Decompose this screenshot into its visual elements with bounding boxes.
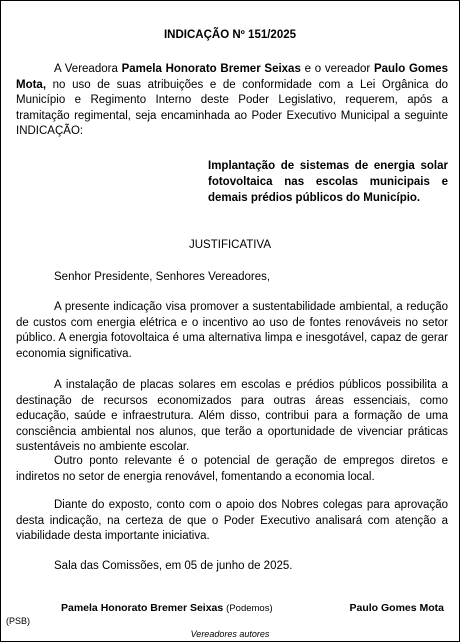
- intro-text-2: e o vereador: [300, 63, 374, 75]
- signer-2-party: (PSB): [6, 616, 31, 626]
- signer-1-party: (Podemos): [226, 603, 273, 614]
- document-title: INDICAÇÃO Nº 151/2025: [163, 29, 297, 41]
- councilor-name-1: Pamela Honorato Bremer Seixas: [121, 63, 301, 75]
- intro-text-1: A Vereadora: [54, 63, 122, 75]
- authors-caption: Vereadores autores: [190, 629, 270, 639]
- intro-text-3: no uso de suas atribuições e de conformidade com a Lei Orgânica do Município e Regimento Interno deste Poder Legislativo, requerem, após a tramitação regimental, seja encaminhada ao Poder Executivo Municipal a seguinte INDICAÇÃO:: [16, 78, 448, 137]
- signer-2-name: Paulo Gomes Mota: [349, 602, 444, 614]
- signer-1: [61, 602, 273, 614]
- indication-subject: Implantação de sistemas de energia solar fotovoltaica nas escolas municipais e demais prédios públicos do Município.: [208, 160, 448, 204]
- justification-heading: JUSTIFICATIVA: [189, 239, 271, 251]
- justification-paragraph-2: A instalação de placas solares em escolas e prédios públicos possibilita a destinação de recursos economizados para outras áreas essenciais, como educação, saúde e infraestrutura. Além disso, contribui para a formação de uma consciência ambiental nos alunos, que terão a oportunidade de vivenciar práticas sustentáveis no ambiente escolar.: [16, 379, 448, 453]
- councilor-name-2: Paulo Gomes Mota,: [16, 63, 448, 91]
- salutation: Senhor Presidente, Senhores Vereadores,: [54, 271, 271, 283]
- justification-paragraph-1: A presente indicação visa promover a sustentabilidade ambiental, a redução de custos com energia elétrica e o incentivo ao uso de fontes renováveis no setor público. A energia fotovoltaica é uma alternativa limpa e inesgotável, capaz de gerar economia significativa.: [16, 301, 448, 360]
- justification-paragraph-4: Diante do exposto, conto com o apoio dos Nobres colegas para aprovação desta indicação, na certeza de que o Poder Executivo analisará com atenção a viabilidade desta importante iniciativa.: [16, 499, 448, 542]
- closing-line: Sala das Comissões, em 05 de junho de 2025.: [54, 560, 293, 572]
- intro-paragraph: [16, 62, 448, 140]
- signer-1-name: Pamela Honorato Bremer Seixas: [61, 602, 224, 614]
- justification-paragraph-3: Outro ponto relevante é o potencial de geração de empregos diretos e indiretos no setor de energia renovável, fomentando a economia local.: [16, 455, 448, 483]
